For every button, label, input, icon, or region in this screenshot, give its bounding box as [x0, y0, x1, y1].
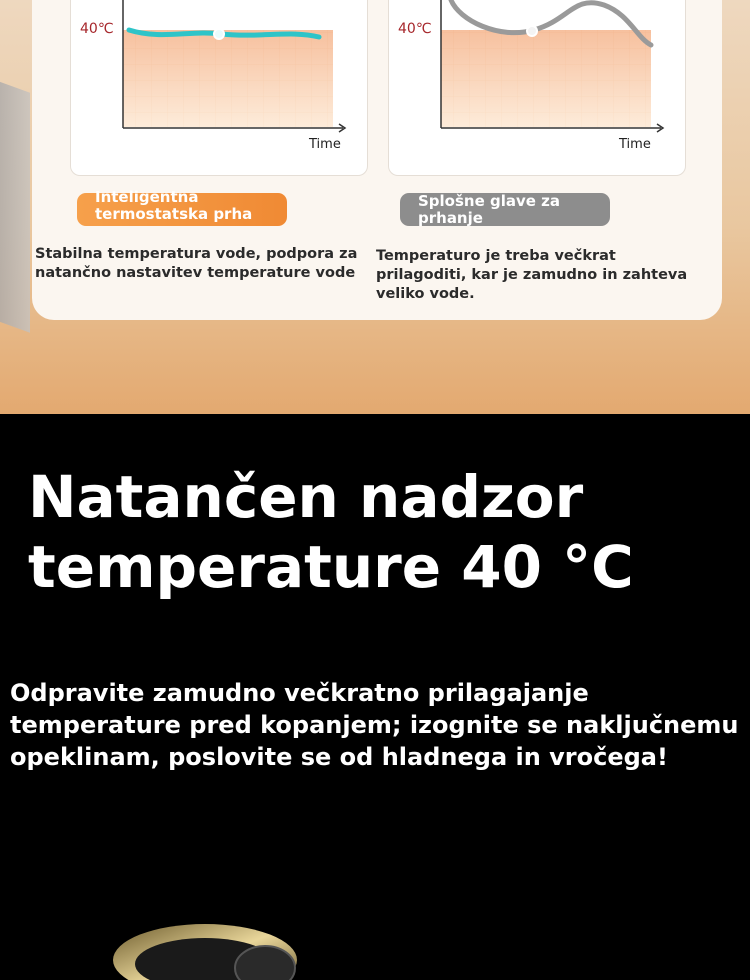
regular-shower-tag: [400, 193, 610, 226]
regular-line-marker: [527, 26, 537, 36]
headline: Natančen nadzor temperature 40 °C: [28, 463, 634, 601]
regular-temperature-label: 40℃: [398, 21, 432, 37]
regular-chart-panel: [388, 0, 686, 176]
smart-temperature-label: 40℃: [80, 21, 114, 37]
shower-head-cap: [235, 946, 295, 980]
smart-chart-fill: [123, 30, 333, 127]
smart-line-marker: [214, 29, 224, 39]
regular-description: Temperaturo je treba večkrat prilagoditi, kar je zamudno in zahteva veliko vode.: [376, 248, 688, 302]
smart-shower-tag: [77, 188, 287, 226]
comparison-section: [0, 0, 750, 414]
background-shape: [0, 67, 30, 332]
smart-description: Stabilna temperatura vode, podpora za natančno nastavitev temperature vode: [35, 246, 358, 281]
smart-time-axis-label: Time: [309, 137, 341, 152]
body-text: Odpravite zamudno večkratno prilagajanje temperature pred kopanjem; izognite se naključnemu opeklinam, poslovite se od hladnega in vročega!: [10, 679, 739, 771]
regular-time-axis-label: Time: [619, 137, 651, 152]
regular-chart-fill: [441, 30, 651, 127]
smart-chart-panel: [70, 0, 368, 176]
shower-head-image: [105, 920, 305, 980]
regular-shower-tag-label: Splošne glave za prhanje: [418, 192, 561, 227]
smart-shower-tag-label: Inteligentna termostatska prha: [95, 188, 253, 223]
